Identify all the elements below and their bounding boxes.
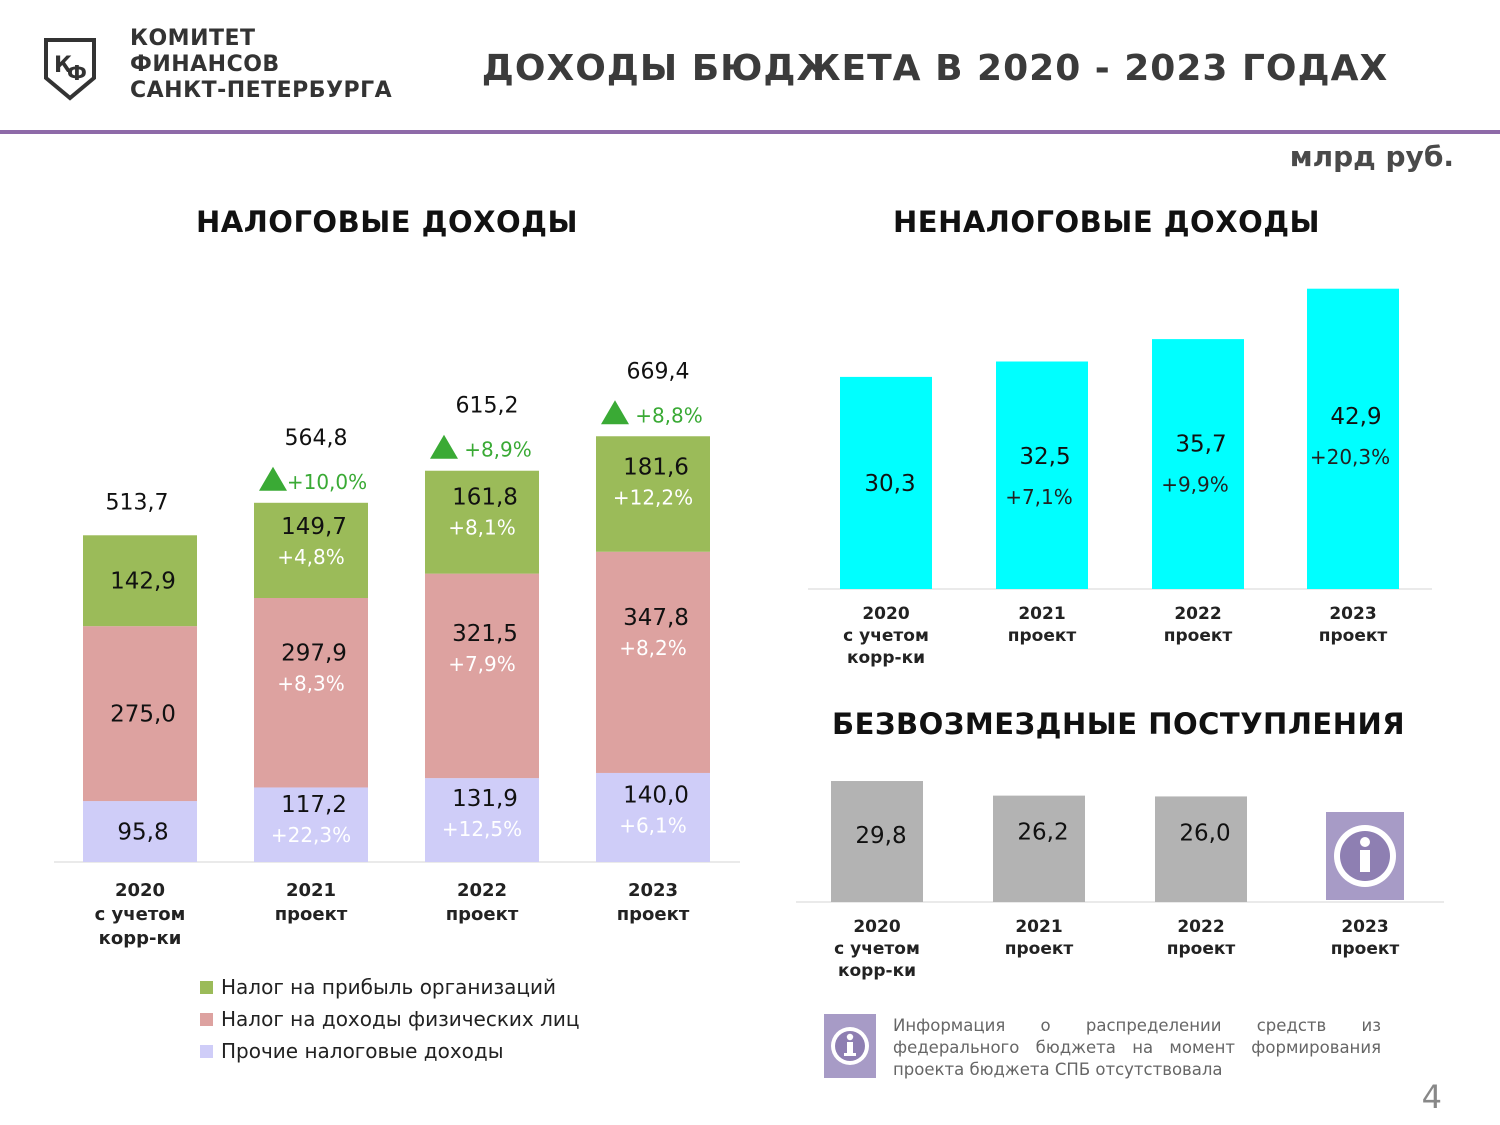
increase-triangle-icon xyxy=(601,400,629,424)
data-label: 347,8 xyxy=(623,604,689,631)
legend-label: Прочие налоговые доходы xyxy=(221,1039,504,1063)
bar xyxy=(993,796,1085,902)
category-label: 2021 xyxy=(1015,917,1063,937)
legend-item-profit-tax xyxy=(200,975,556,999)
data-label: 181,6 xyxy=(623,454,689,481)
change-label: +7,1% xyxy=(1005,484,1073,509)
category-label: проект xyxy=(1007,626,1077,646)
data-label: 29,8 xyxy=(855,823,907,850)
category-label: проект xyxy=(1330,939,1400,959)
total-label: 669,4 xyxy=(626,359,690,385)
legend-label: Налог на доходы физических лиц xyxy=(221,1007,580,1031)
data-label: 26,2 xyxy=(1017,819,1069,846)
change-label: +4,8% xyxy=(277,545,345,570)
data-label: 32,5 xyxy=(1019,443,1071,470)
category-label: 2023 xyxy=(1341,917,1389,937)
category-label: с учетом xyxy=(94,904,186,925)
change-label: +7,9% xyxy=(448,652,516,677)
data-label: 275,0 xyxy=(110,701,176,728)
data-label: 95,8 xyxy=(117,819,169,846)
legend-swatch xyxy=(200,1013,213,1026)
total-label: 615,2 xyxy=(455,393,519,419)
category-label: 2020 xyxy=(114,880,166,901)
category-label: проект xyxy=(1166,939,1236,959)
note-info-icon xyxy=(824,1014,876,1078)
org-name-line-2: ФИНАНСОВ xyxy=(130,52,280,77)
data-label: 297,9 xyxy=(281,640,347,667)
data-label: 140,0 xyxy=(623,782,689,809)
category-label: корр-ки xyxy=(846,648,926,668)
category-label: корр-ки xyxy=(98,928,182,949)
category-label: проект xyxy=(445,904,519,925)
category-label: 2021 xyxy=(1018,604,1066,624)
page-number: 4 xyxy=(1421,1078,1442,1116)
total-label: 564,8 xyxy=(284,425,348,451)
data-label: 35,7 xyxy=(1175,431,1227,458)
info-icon-dot xyxy=(1360,837,1370,847)
bar xyxy=(1152,339,1244,589)
data-label: 42,9 xyxy=(1330,403,1382,430)
data-label: 26,0 xyxy=(1179,820,1231,847)
change-label: +6,1% xyxy=(619,813,687,838)
category-label: 2023 xyxy=(627,880,679,901)
data-label: 161,8 xyxy=(452,484,518,511)
data-label: 142,9 xyxy=(110,568,176,595)
data-label: 117,2 xyxy=(281,792,347,819)
change-label: +12,2% xyxy=(612,485,694,510)
tax-revenue-title: НАЛОГОВЫЕ ДОХОДЫ xyxy=(196,205,579,239)
legend-label: Налог на прибыль организаций xyxy=(221,975,556,999)
data-label: 131,9 xyxy=(452,785,518,812)
increase-triangle-icon xyxy=(430,435,458,459)
total-change-label: +8,8% xyxy=(635,403,703,428)
change-label: +9,9% xyxy=(1161,472,1229,497)
change-label: +8,3% xyxy=(277,671,345,696)
units-label: млрд руб. xyxy=(1289,140,1454,173)
change-label: +8,2% xyxy=(619,635,687,660)
category-label: проект xyxy=(1163,626,1233,646)
data-label: 30,3 xyxy=(864,470,916,497)
legend-swatch xyxy=(200,1045,213,1058)
bar xyxy=(1155,796,1247,902)
data-label: 149,7 xyxy=(281,514,347,541)
total-change-label: +8,9% xyxy=(464,437,532,462)
data-label: 321,5 xyxy=(452,621,518,648)
category-label: с учетом xyxy=(843,626,929,646)
category-label: 2021 xyxy=(285,880,337,901)
org-name-line-3: САНКТ-ПЕТЕРБУРГА xyxy=(130,78,393,103)
org-name-line-1: КОМИТЕТ xyxy=(130,26,256,51)
svg-text:Ф: Ф xyxy=(67,61,87,85)
bar xyxy=(996,362,1088,590)
non-tax-revenue-title: НЕНАЛОГОВЫЕ ДОХОДЫ xyxy=(893,205,1321,239)
legend-swatch xyxy=(200,981,213,994)
svg-text:К: К xyxy=(54,53,72,78)
increase-triangle-icon xyxy=(259,467,287,491)
legend-item-income-tax xyxy=(200,1007,580,1031)
category-label: с учетом xyxy=(834,939,920,959)
category-label: 2020 xyxy=(853,917,901,937)
bar xyxy=(1307,289,1399,589)
info-icon-stem xyxy=(1360,850,1370,872)
change-label: +12,5% xyxy=(441,816,523,841)
category-label: проект xyxy=(274,904,348,925)
category-label: проект xyxy=(1318,626,1388,646)
category-label: 2020 xyxy=(862,604,910,624)
change-label: +8,1% xyxy=(448,515,516,540)
category-label: 2022 xyxy=(1174,604,1222,624)
category-label: проект xyxy=(616,904,690,925)
bar-segment xyxy=(596,552,710,773)
total-label: 513,7 xyxy=(105,490,169,516)
category-label: 2023 xyxy=(1329,604,1377,624)
category-label: корр-ки xyxy=(837,961,917,981)
total-change-label: +10,0% xyxy=(286,469,368,494)
legend-item-other-tax xyxy=(200,1039,504,1063)
change-label: +20,3% xyxy=(1309,444,1391,469)
category-label: 2022 xyxy=(1177,917,1225,937)
note-text: Информация о распределении средств из федерального бюджета на момент формирования проекта бюджета СПБ отсутствовала xyxy=(893,1016,1381,1079)
page-title: ДОХОДЫ БЮДЖЕТА В 2020 - 2023 ГОДАХ xyxy=(481,48,1389,89)
category-label: 2022 xyxy=(456,880,508,901)
category-label: проект xyxy=(1004,939,1074,959)
change-label: +22,3% xyxy=(270,823,352,848)
grants-title: БЕЗВОЗМЕЗДНЫЕ ПОСТУПЛЕНИЯ xyxy=(832,707,1406,741)
